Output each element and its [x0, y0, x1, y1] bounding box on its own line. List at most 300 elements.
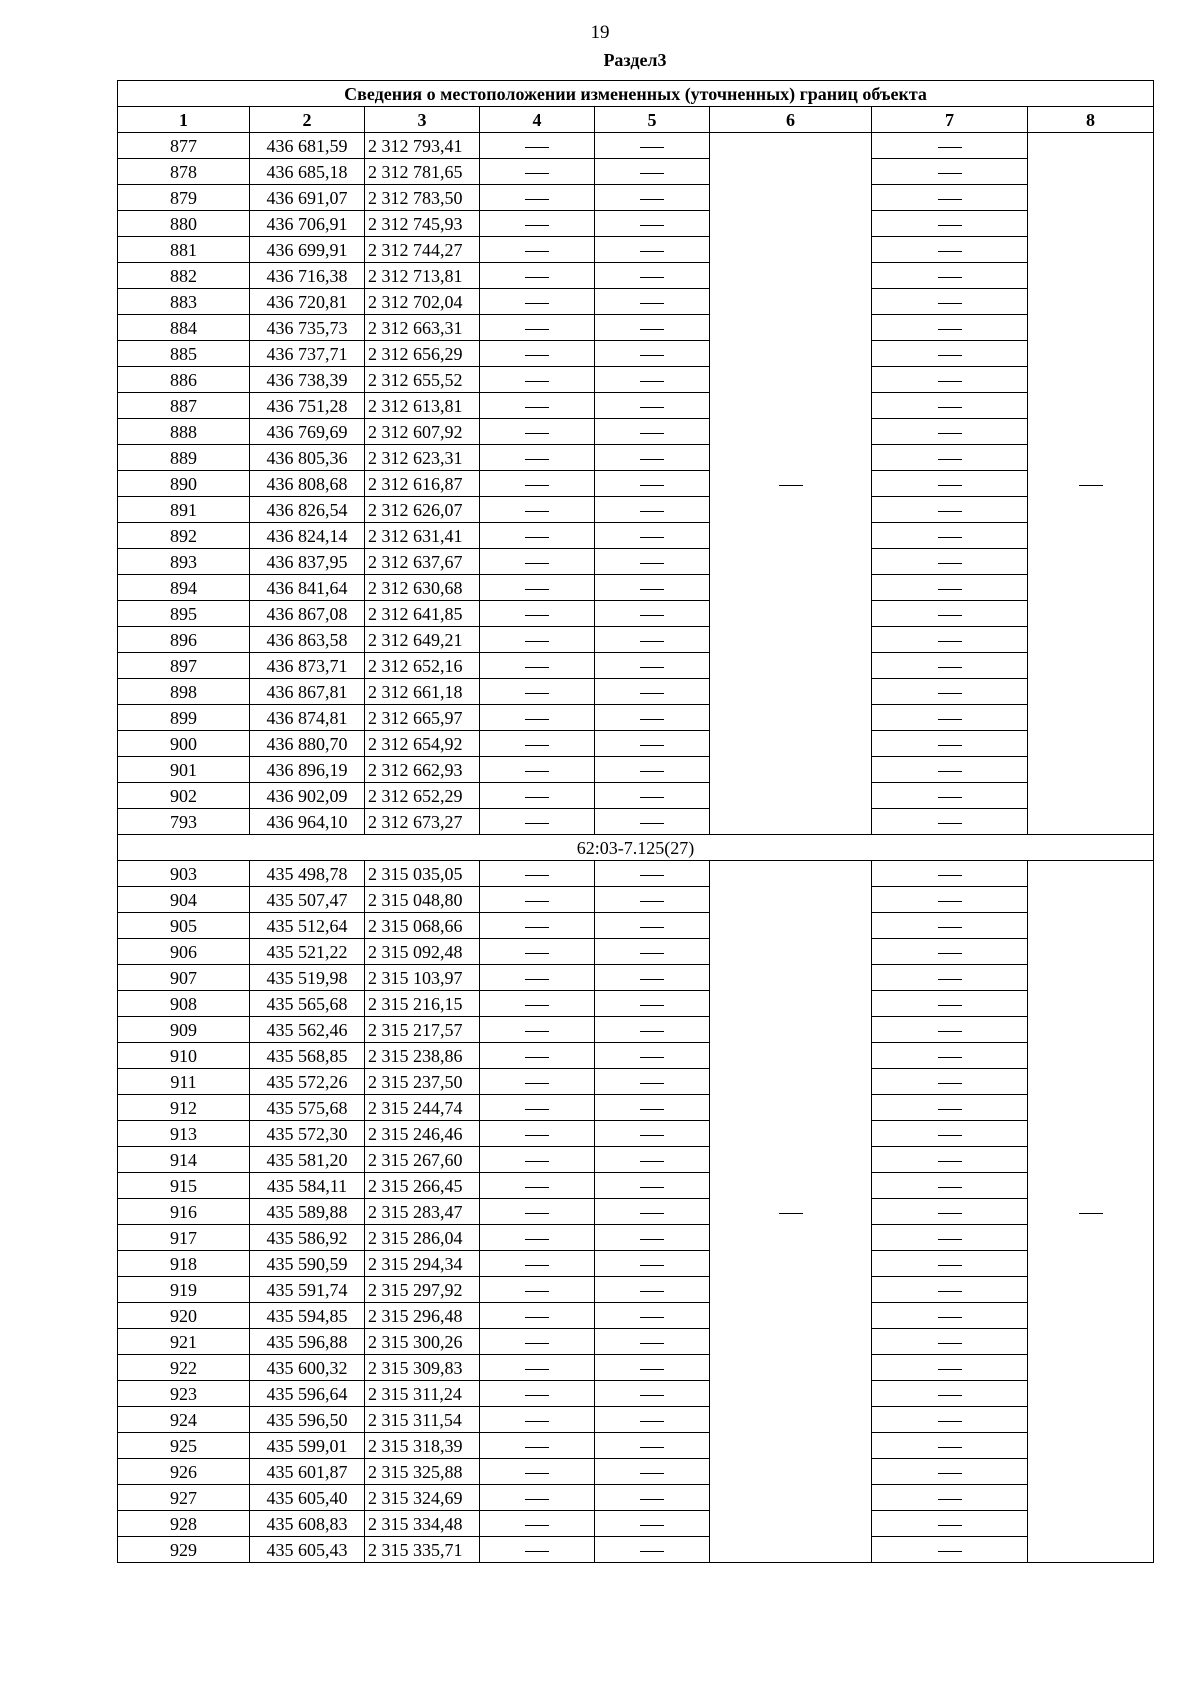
x-coordinate-cell: 436 837,95 — [250, 549, 365, 575]
dash-mark — [938, 355, 962, 356]
y-coordinate-cell: 2 315 311,24 — [365, 1381, 480, 1407]
point-number-cell: 895 — [118, 601, 250, 627]
table-caption: Сведения о местоположении измененных (уточненных) границ объекта — [118, 81, 1154, 107]
dash-mark — [938, 771, 962, 772]
column-4-cell — [480, 1199, 595, 1225]
dash-mark — [938, 823, 962, 824]
point-number-cell: 879 — [118, 185, 250, 211]
dash-mark — [525, 1213, 549, 1214]
column-5-cell — [595, 1173, 710, 1199]
dash-mark — [525, 355, 549, 356]
column-7-cell — [872, 1173, 1028, 1199]
dash-mark — [640, 823, 664, 824]
y-coordinate-cell: 2 312 641,85 — [365, 601, 480, 627]
x-coordinate-cell: 436 720,81 — [250, 289, 365, 315]
column-7-cell — [872, 211, 1028, 237]
y-coordinate-cell: 2 315 309,83 — [365, 1355, 480, 1381]
column-7-cell — [872, 627, 1028, 653]
column-5-cell — [595, 913, 710, 939]
dash-mark — [640, 875, 664, 876]
dash-mark — [525, 1395, 549, 1396]
column-5-cell — [595, 1511, 710, 1537]
dash-mark — [938, 693, 962, 694]
column-5-cell — [595, 1043, 710, 1069]
column-5-cell — [595, 679, 710, 705]
column-4-cell — [480, 627, 595, 653]
dash-mark — [640, 199, 664, 200]
y-coordinate-cell: 2 312 631,41 — [365, 523, 480, 549]
point-number-cell: 878 — [118, 159, 250, 185]
column-7-cell — [872, 861, 1028, 887]
table-row — [118, 575, 1154, 601]
y-coordinate-cell: 2 315 035,05 — [365, 861, 480, 887]
y-coordinate-cell: 2 312 652,29 — [365, 783, 480, 809]
table-row — [118, 341, 1154, 367]
dash-mark — [525, 511, 549, 512]
table-row — [118, 1407, 1154, 1433]
column-5-cell — [595, 237, 710, 263]
dash-mark — [640, 1005, 664, 1006]
y-coordinate-cell: 2 312 665,97 — [365, 705, 480, 731]
dash-mark — [525, 823, 549, 824]
dash-mark — [640, 1109, 664, 1110]
table-row — [118, 1485, 1154, 1511]
column-5-cell — [595, 1095, 710, 1121]
y-coordinate-cell: 2 315 334,48 — [365, 1511, 480, 1537]
column-7-cell — [872, 1147, 1028, 1173]
dash-mark — [938, 459, 962, 460]
dash-mark — [938, 1499, 962, 1500]
point-number-cell: 882 — [118, 263, 250, 289]
point-number-cell: 892 — [118, 523, 250, 549]
column-5-cell — [595, 1407, 710, 1433]
y-coordinate-cell: 2 312 744,27 — [365, 237, 480, 263]
column-4-cell — [480, 1173, 595, 1199]
dash-mark — [938, 1109, 962, 1110]
boundary-coordinates-table — [117, 80, 1154, 1563]
table-row — [118, 1251, 1154, 1277]
y-coordinate-cell: 2 315 294,34 — [365, 1251, 480, 1277]
x-coordinate-cell: 436 867,81 — [250, 679, 365, 705]
dash-mark — [640, 1369, 664, 1370]
column-7-cell — [872, 653, 1028, 679]
dash-mark — [525, 1499, 549, 1500]
y-coordinate-cell: 2 312 637,67 — [365, 549, 480, 575]
column-4-cell — [480, 471, 595, 497]
column-7-cell — [872, 471, 1028, 497]
dash-mark — [525, 459, 549, 460]
dash-mark — [640, 979, 664, 980]
y-coordinate-cell: 2 312 702,04 — [365, 289, 480, 315]
column-5-cell — [595, 1485, 710, 1511]
table-row — [118, 211, 1154, 237]
y-coordinate-cell: 2 315 092,48 — [365, 939, 480, 965]
group-label-row — [118, 835, 1154, 861]
table-row — [118, 263, 1154, 289]
dash-mark — [525, 771, 549, 772]
dash-mark — [640, 225, 664, 226]
dash-mark — [525, 251, 549, 252]
table-row — [118, 705, 1154, 731]
x-coordinate-cell: 436 737,71 — [250, 341, 365, 367]
table-row — [118, 185, 1154, 211]
dash-mark — [525, 589, 549, 590]
dash-mark — [525, 719, 549, 720]
dash-mark — [938, 1135, 962, 1136]
column-7-cell — [872, 1251, 1028, 1277]
x-coordinate-cell: 436 751,28 — [250, 393, 365, 419]
page-number: 19 — [590, 22, 610, 43]
y-coordinate-cell: 2 315 068,66 — [365, 913, 480, 939]
x-coordinate-cell: 435 507,47 — [250, 887, 365, 913]
point-number-cell: 900 — [118, 731, 250, 757]
column-7-cell — [872, 1381, 1028, 1407]
dash-mark — [938, 329, 962, 330]
dash-mark — [640, 1473, 664, 1474]
x-coordinate-cell: 435 605,43 — [250, 1537, 365, 1563]
table-row — [118, 1381, 1154, 1407]
column-header-5: 5 — [595, 107, 710, 133]
column-header-3: 3 — [365, 107, 480, 133]
column-header-4: 4 — [480, 107, 595, 133]
y-coordinate-cell: 2 312 626,07 — [365, 497, 480, 523]
column-4-cell — [480, 497, 595, 523]
table-row — [118, 1303, 1154, 1329]
dash-mark — [525, 693, 549, 694]
dash-mark — [640, 1135, 664, 1136]
column-4-cell — [480, 1069, 595, 1095]
column-4-cell — [480, 289, 595, 315]
column-7-cell — [872, 731, 1028, 757]
column-4-cell — [480, 211, 595, 237]
column-5-cell — [595, 1459, 710, 1485]
point-number-cell: 906 — [118, 939, 250, 965]
x-coordinate-cell: 435 596,88 — [250, 1329, 365, 1355]
y-coordinate-cell: 2 312 656,29 — [365, 341, 480, 367]
y-coordinate-cell: 2 312 607,92 — [365, 419, 480, 445]
column-4-cell — [480, 1095, 595, 1121]
point-number-cell: 904 — [118, 887, 250, 913]
dash-mark — [640, 485, 664, 486]
column-header-1: 1 — [118, 107, 250, 133]
y-coordinate-cell: 2 315 324,69 — [365, 1485, 480, 1511]
dash-mark — [640, 745, 664, 746]
point-number-cell: 885 — [118, 341, 250, 367]
point-number-cell: 925 — [118, 1433, 250, 1459]
point-number-cell: 901 — [118, 757, 250, 783]
y-coordinate-cell: 2 312 783,50 — [365, 185, 480, 211]
x-coordinate-cell: 436 735,73 — [250, 315, 365, 341]
column-4-cell — [480, 1121, 595, 1147]
table-body — [118, 133, 1154, 1563]
column-7-cell — [872, 289, 1028, 315]
column-4-cell — [480, 1147, 595, 1173]
dash-mark — [640, 1551, 664, 1552]
table-row — [118, 1121, 1154, 1147]
dash-mark — [525, 901, 549, 902]
x-coordinate-cell: 436 685,18 — [250, 159, 365, 185]
column-5-cell — [595, 887, 710, 913]
y-coordinate-cell: 2 315 217,57 — [365, 1017, 480, 1043]
x-coordinate-cell: 435 584,11 — [250, 1173, 365, 1199]
dash-mark — [640, 927, 664, 928]
table-row — [118, 445, 1154, 471]
column-7-cell — [872, 1303, 1028, 1329]
table-row — [118, 1329, 1154, 1355]
point-number-cell: 917 — [118, 1225, 250, 1251]
x-coordinate-cell: 436 716,38 — [250, 263, 365, 289]
dash-mark — [525, 1187, 549, 1188]
point-number-cell: 916 — [118, 1199, 250, 1225]
dash-mark — [640, 381, 664, 382]
dash-mark — [525, 1551, 549, 1552]
dash-mark — [1079, 485, 1103, 486]
dash-mark — [640, 459, 664, 460]
table-row — [118, 1225, 1154, 1251]
dash-mark — [938, 1473, 962, 1474]
column-7-cell — [872, 965, 1028, 991]
dash-mark — [640, 563, 664, 564]
table-row — [118, 237, 1154, 263]
dash-mark — [525, 173, 549, 174]
dash-mark — [938, 1317, 962, 1318]
column-7-cell — [872, 939, 1028, 965]
column-4-cell — [480, 1017, 595, 1043]
dash-mark — [938, 563, 962, 564]
point-number-cell: 793 — [118, 809, 250, 835]
column-4-cell — [480, 887, 595, 913]
dash-mark — [938, 589, 962, 590]
column-4-cell — [480, 523, 595, 549]
y-coordinate-cell: 2 312 630,68 — [365, 575, 480, 601]
table-row — [118, 1043, 1154, 1069]
dash-mark — [938, 1525, 962, 1526]
dash-mark — [525, 1057, 549, 1058]
column-7-cell — [872, 1095, 1028, 1121]
column-header-8: 8 — [1028, 107, 1154, 133]
dash-mark — [938, 381, 962, 382]
dash-mark — [640, 251, 664, 252]
column-7-cell — [872, 263, 1028, 289]
column-7-cell — [872, 419, 1028, 445]
column-4-cell — [480, 1277, 595, 1303]
column-7-cell — [872, 549, 1028, 575]
point-number-cell: 907 — [118, 965, 250, 991]
dash-mark — [938, 927, 962, 928]
column-5-cell — [595, 757, 710, 783]
column-4-cell — [480, 1355, 595, 1381]
point-number-cell: 911 — [118, 1069, 250, 1095]
x-coordinate-cell: 435 512,64 — [250, 913, 365, 939]
table-row — [118, 133, 1154, 159]
dash-mark — [938, 953, 962, 954]
dash-mark — [525, 979, 549, 980]
dash-mark — [525, 225, 549, 226]
y-coordinate-cell: 2 312 663,31 — [365, 315, 480, 341]
dash-mark — [938, 1395, 962, 1396]
column-7-cell — [872, 1537, 1028, 1563]
column-4-cell — [480, 1303, 595, 1329]
column-5-cell — [595, 653, 710, 679]
y-coordinate-cell: 2 315 325,88 — [365, 1459, 480, 1485]
table-row — [118, 679, 1154, 705]
dash-mark — [640, 693, 664, 694]
point-number-cell: 886 — [118, 367, 250, 393]
x-coordinate-cell: 435 572,26 — [250, 1069, 365, 1095]
x-coordinate-cell: 435 590,59 — [250, 1251, 365, 1277]
column-5-cell — [595, 523, 710, 549]
point-number-cell: 887 — [118, 393, 250, 419]
column-7-cell — [872, 991, 1028, 1017]
column-5-cell — [595, 731, 710, 757]
x-coordinate-cell: 435 608,83 — [250, 1511, 365, 1537]
dash-mark — [525, 797, 549, 798]
dash-mark — [525, 1109, 549, 1110]
dash-mark — [525, 1161, 549, 1162]
column-4-cell — [480, 601, 595, 627]
dash-mark — [525, 667, 549, 668]
column-4-cell — [480, 575, 595, 601]
y-coordinate-cell: 2 312 673,27 — [365, 809, 480, 835]
column-header-2: 2 — [250, 107, 365, 133]
y-coordinate-cell: 2 315 297,92 — [365, 1277, 480, 1303]
column-5-cell — [595, 315, 710, 341]
column-7-cell — [872, 913, 1028, 939]
column-5-cell — [595, 1277, 710, 1303]
dash-mark — [938, 173, 962, 174]
column-7-cell — [872, 445, 1028, 471]
y-coordinate-cell: 2 315 238,86 — [365, 1043, 480, 1069]
dash-mark — [938, 277, 962, 278]
y-coordinate-cell: 2 315 311,54 — [365, 1407, 480, 1433]
table-row — [118, 497, 1154, 523]
table-row — [118, 471, 1154, 497]
x-coordinate-cell: 436 880,70 — [250, 731, 365, 757]
table-row — [118, 1511, 1154, 1537]
dash-mark — [938, 667, 962, 668]
column-8-merged-cell — [1028, 133, 1154, 835]
dash-mark — [938, 511, 962, 512]
table-row — [118, 731, 1154, 757]
table-row — [118, 757, 1154, 783]
column-7-cell — [872, 1459, 1028, 1485]
column-7-cell — [872, 1433, 1028, 1459]
point-number-cell: 928 — [118, 1511, 250, 1537]
column-4-cell — [480, 783, 595, 809]
dash-mark — [938, 1551, 962, 1552]
table-row — [118, 289, 1154, 315]
column-4-cell — [480, 237, 595, 263]
column-4-cell — [480, 913, 595, 939]
table-row — [118, 419, 1154, 445]
column-7-cell — [872, 1407, 1028, 1433]
dash-mark — [938, 1057, 962, 1058]
column-4-cell — [480, 731, 595, 757]
column-4-cell — [480, 315, 595, 341]
dash-mark — [779, 1213, 803, 1214]
column-4-cell — [480, 341, 595, 367]
dash-mark — [525, 1239, 549, 1240]
dash-mark — [640, 667, 664, 668]
x-coordinate-cell: 435 596,64 — [250, 1381, 365, 1407]
column-7-cell — [872, 1355, 1028, 1381]
dash-mark — [640, 1525, 664, 1526]
dash-mark — [938, 1447, 962, 1448]
dash-mark — [525, 1265, 549, 1266]
column-5-cell — [595, 497, 710, 523]
column-4-cell — [480, 1251, 595, 1277]
column-5-cell — [595, 1433, 710, 1459]
dash-mark — [938, 407, 962, 408]
point-number-cell: 918 — [118, 1251, 250, 1277]
y-coordinate-cell: 2 312 623,31 — [365, 445, 480, 471]
dash-mark — [640, 1317, 664, 1318]
column-7-cell — [872, 497, 1028, 523]
column-7-cell — [872, 1017, 1028, 1043]
column-5-cell — [595, 1147, 710, 1173]
column-5-cell — [595, 471, 710, 497]
x-coordinate-cell: 435 562,46 — [250, 1017, 365, 1043]
dash-mark — [525, 875, 549, 876]
column-5-cell — [595, 809, 710, 835]
column-7-cell — [872, 133, 1028, 159]
dash-mark — [525, 1083, 549, 1084]
x-coordinate-cell: 436 824,14 — [250, 523, 365, 549]
dash-mark — [938, 1005, 962, 1006]
column-4-cell — [480, 367, 595, 393]
dash-mark — [525, 1473, 549, 1474]
point-number-cell: 924 — [118, 1407, 250, 1433]
y-coordinate-cell: 2 312 713,81 — [365, 263, 480, 289]
point-number-cell: 884 — [118, 315, 250, 341]
dash-mark — [938, 979, 962, 980]
table-row — [118, 1459, 1154, 1485]
dash-mark — [525, 615, 549, 616]
table-row — [118, 1017, 1154, 1043]
table-row — [118, 549, 1154, 575]
dash-mark — [525, 277, 549, 278]
column-7-cell — [872, 679, 1028, 705]
column-4-cell — [480, 1433, 595, 1459]
point-number-cell: 894 — [118, 575, 250, 601]
dash-mark — [640, 1291, 664, 1292]
point-number-cell: 919 — [118, 1277, 250, 1303]
x-coordinate-cell: 436 902,09 — [250, 783, 365, 809]
dash-mark — [525, 641, 549, 642]
point-number-cell: 898 — [118, 679, 250, 705]
point-number-cell: 896 — [118, 627, 250, 653]
column-5-cell — [595, 965, 710, 991]
point-number-cell: 913 — [118, 1121, 250, 1147]
dash-mark — [938, 485, 962, 486]
dash-mark — [525, 433, 549, 434]
column-5-cell — [595, 549, 710, 575]
point-number-cell: 927 — [118, 1485, 250, 1511]
column-7-cell — [872, 1511, 1028, 1537]
dash-mark — [525, 953, 549, 954]
column-6-merged-cell — [710, 861, 872, 1563]
dash-mark — [525, 407, 549, 408]
table-row — [118, 939, 1154, 965]
column-7-cell — [872, 809, 1028, 835]
dash-mark — [938, 1239, 962, 1240]
dash-mark — [640, 953, 664, 954]
dash-mark — [938, 537, 962, 538]
column-5-cell — [595, 133, 710, 159]
x-coordinate-cell: 435 581,20 — [250, 1147, 365, 1173]
y-coordinate-cell: 2 315 266,45 — [365, 1173, 480, 1199]
dash-mark — [640, 1421, 664, 1422]
